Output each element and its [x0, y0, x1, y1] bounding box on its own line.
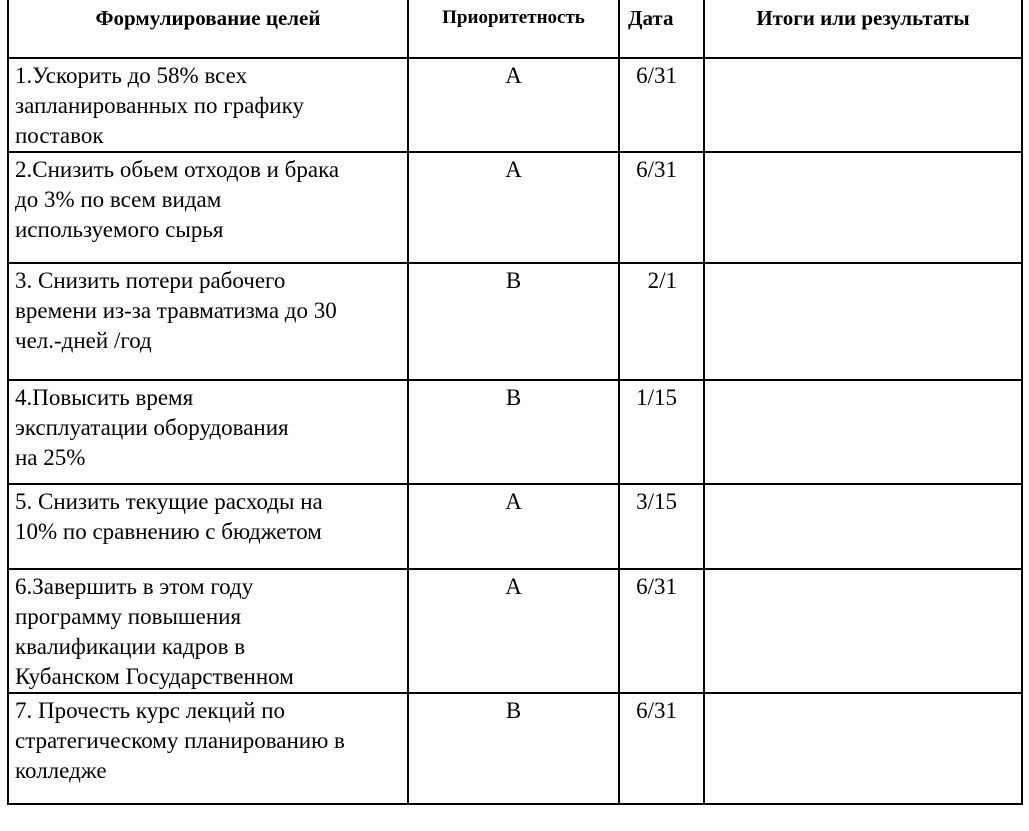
results-cell [704, 152, 1022, 263]
table-row [8, 484, 1022, 569]
goal-cell: 4.Повысить время эксплуатации оборудования на 25% [8, 380, 408, 484]
priority-cell: А [408, 484, 619, 569]
goal-cell: 6.Завершить в этом году программу повышения квалификации кадров в Кубанском Государственном [8, 569, 408, 693]
table-row [8, 380, 1022, 484]
goal-cell: 1.Ускорить до 58% всех запланированных по графику поставок [8, 58, 408, 152]
date-cell: 1/15 [619, 380, 704, 484]
table-row [8, 152, 1022, 263]
priority-cell: В [408, 263, 619, 380]
goals-table [7, 0, 1023, 805]
goal-cell: 2.Снизить обьем отходов и брака до 3% по всем видам используемого сырья [8, 152, 408, 263]
header-priority: Приоритетность [408, 0, 619, 58]
table-row [8, 58, 1022, 152]
table-row [8, 693, 1022, 804]
priority-cell: А [408, 58, 619, 152]
results-cell [704, 484, 1022, 569]
priority-cell: В [408, 693, 619, 804]
date-cell: 6/31 [619, 152, 704, 263]
results-cell [704, 569, 1022, 693]
header-row [8, 0, 1022, 58]
goal-cell: 5. Снизить текущие расходы на 10% по сравнению с бюджетом [8, 484, 408, 569]
results-cell [704, 263, 1022, 380]
priority-cell: А [408, 152, 619, 263]
results-cell [704, 58, 1022, 152]
table-row [8, 569, 1022, 693]
results-cell [704, 693, 1022, 804]
header-results: Итоги или результаты [704, 0, 1022, 58]
header-date: Дата [619, 0, 704, 58]
date-cell: 6/31 [619, 693, 704, 804]
priority-cell: В [408, 380, 619, 484]
goal-cell: 7. Прочесть курс лекций по стратегическому планированию в колледже [8, 693, 408, 804]
date-cell: 2/1 [619, 263, 704, 380]
header-goal: Формулирование целей [8, 0, 408, 58]
date-cell: 3/15 [619, 484, 704, 569]
goal-cell: 3. Снизить потери рабочего времени из-за травматизма до 30 чел.-дней /год [8, 263, 408, 380]
priority-cell: А [408, 569, 619, 693]
table-row [8, 263, 1022, 380]
date-cell: 6/31 [619, 58, 704, 152]
results-cell [704, 380, 1022, 484]
date-cell: 6/31 [619, 569, 704, 693]
